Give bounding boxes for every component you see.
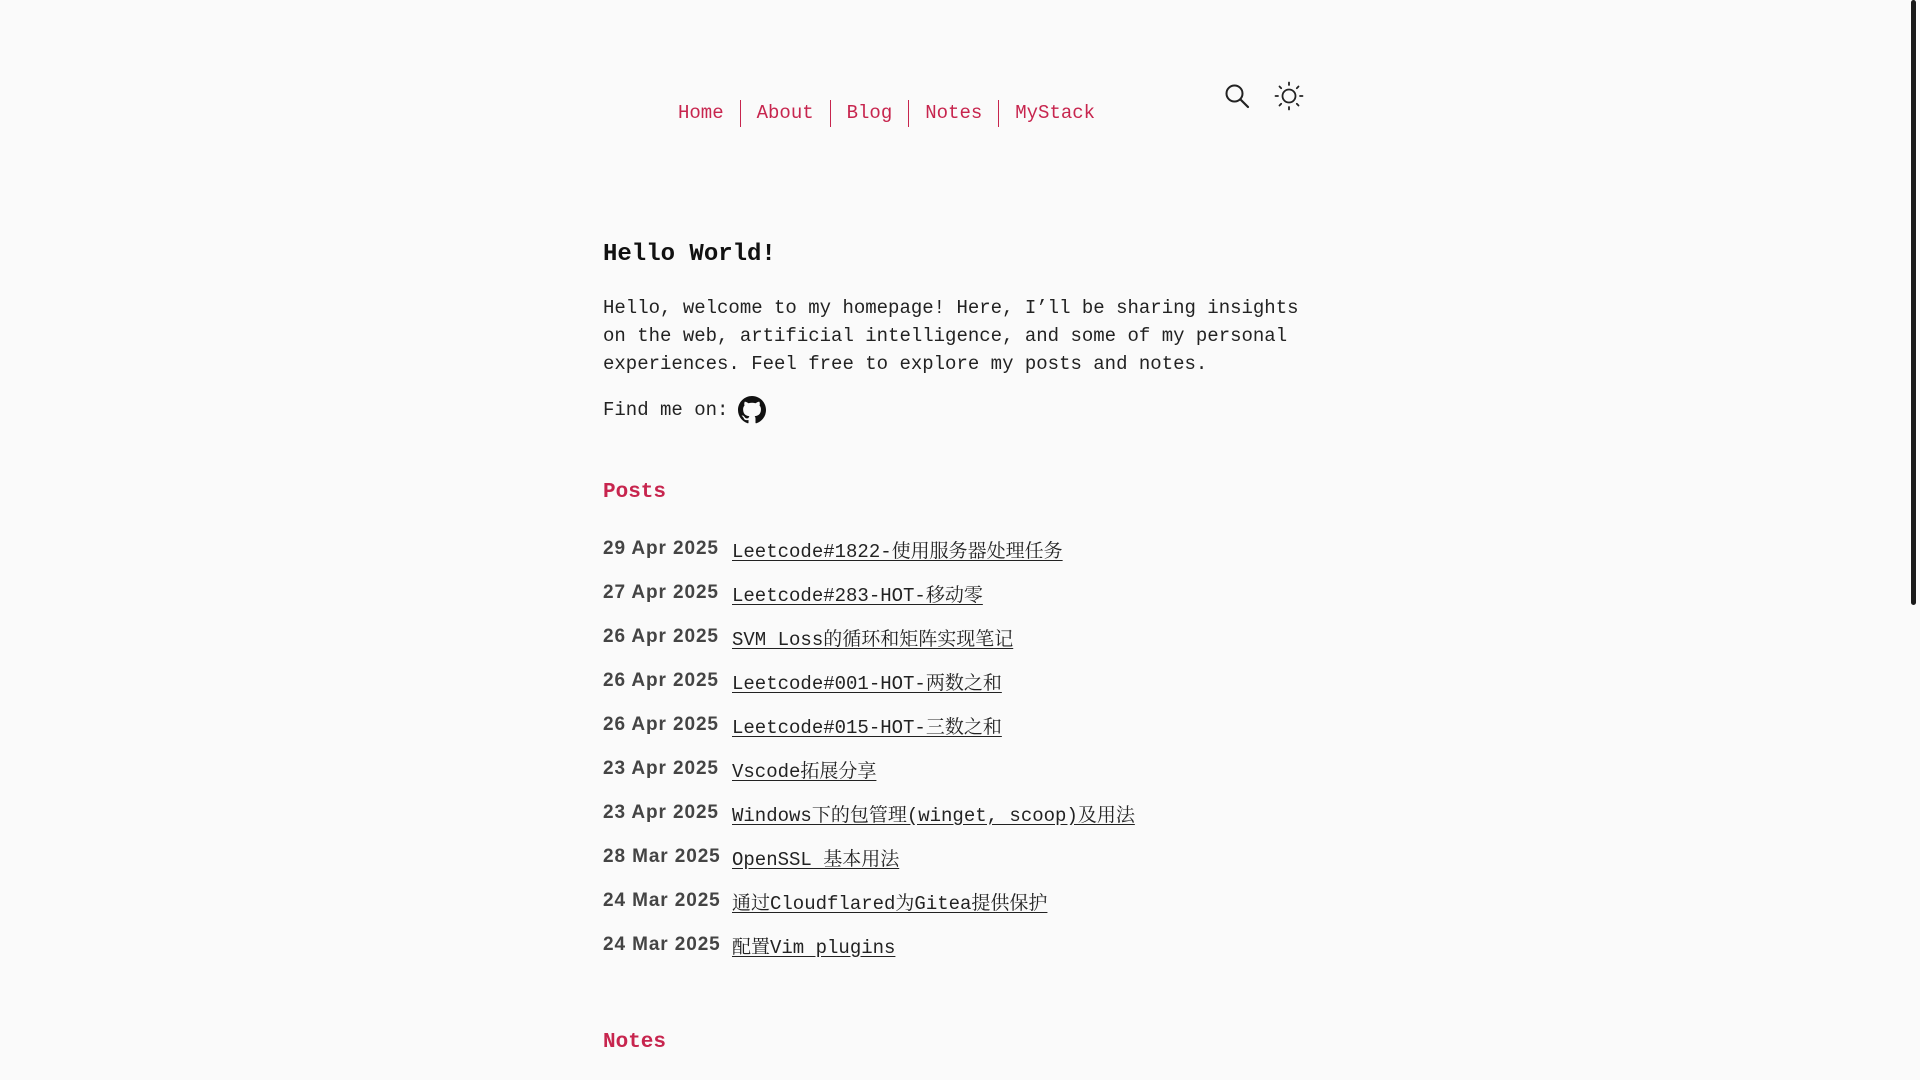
post-link[interactable]: 通过Cloudflared为Gitea提供保护: [732, 892, 1048, 915]
post-link[interactable]: Leetcode#1822-使用服务器处理任务: [732, 540, 1063, 563]
theme-toggle-button[interactable]: [1273, 80, 1305, 112]
list-item: [603, 527, 1323, 571]
post-date: 26 Apr 2025: [603, 626, 719, 647]
list-item: [603, 747, 1323, 791]
list-item: [603, 791, 1323, 835]
nav-about[interactable]: About: [740, 100, 830, 127]
post-date: 29 Apr 2025: [603, 538, 719, 559]
main-nav: [662, 100, 1111, 127]
list-item: [603, 703, 1323, 747]
notes-heading: Notes: [603, 1031, 667, 1054]
scrollbar[interactable]: [1910, 0, 1920, 1080]
post-link[interactable]: Leetcode#015-HOT-三数之和: [732, 716, 1002, 739]
search-icon: [1224, 83, 1250, 109]
nav-home[interactable]: Home: [678, 102, 724, 124]
post-date: 24 Mar 2025: [603, 890, 721, 911]
list-item: [603, 659, 1323, 703]
find-me-label: Find me on:: [603, 399, 729, 421]
intro-paragraph: Hello, welcome to my homepage! Here, I’ll be sharing insights on the web, artificial intelligence, and some of my personal experiences. Feel free to explore my posts and notes.: [603, 297, 1299, 375]
page-title: Hello World!: [603, 241, 776, 268]
post-link[interactable]: 配置Vim plugins: [732, 936, 896, 959]
github-link[interactable]: [738, 396, 766, 424]
list-item: [603, 923, 1323, 967]
scrollbar-thumb[interactable]: [1911, 0, 1916, 605]
posts-heading: Posts: [603, 481, 667, 504]
post-date: 23 Apr 2025: [603, 802, 719, 823]
sun-icon: [1274, 81, 1304, 111]
post-date: 26 Apr 2025: [603, 714, 719, 735]
post-link[interactable]: Leetcode#283-HOT-移动零: [732, 584, 983, 607]
list-item: [603, 571, 1323, 615]
post-link[interactable]: Leetcode#001-HOT-两数之和: [732, 672, 1002, 695]
post-link[interactable]: SVM Loss的循环和矩阵实现笔记: [732, 628, 1014, 651]
post-date: 24 Mar 2025: [603, 934, 721, 955]
github-icon: [738, 396, 766, 424]
post-link[interactable]: OpenSSL 基本用法: [732, 848, 900, 871]
post-date: 28 Mar 2025: [603, 846, 721, 867]
post-link[interactable]: Vscode拓展分享: [732, 760, 877, 783]
post-link[interactable]: Windows下的包管理(winget, scoop)及用法: [732, 804, 1135, 827]
list-item: [603, 615, 1323, 659]
list-item: [603, 835, 1323, 879]
list-item: [603, 879, 1323, 923]
search-button[interactable]: [1221, 80, 1253, 112]
nav-blog[interactable]: Blog: [830, 100, 909, 127]
post-date: 26 Apr 2025: [603, 670, 719, 691]
nav-mystack[interactable]: MyStack: [998, 100, 1111, 127]
social-links: [603, 394, 1323, 426]
post-list: [603, 527, 1323, 967]
nav-notes[interactable]: Notes: [908, 100, 998, 127]
main-content: [603, 235, 1323, 1058]
post-date: 27 Apr 2025: [603, 582, 719, 603]
post-date: 23 Apr 2025: [603, 758, 719, 779]
